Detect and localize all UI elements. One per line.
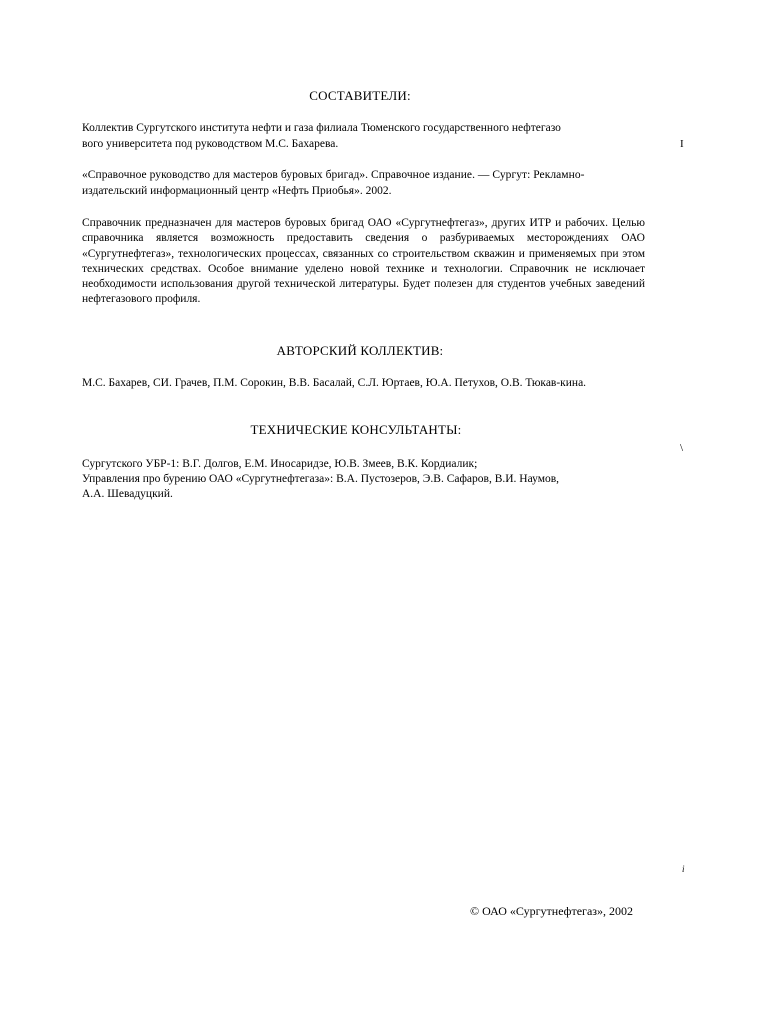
publication-line-1: «Справочное руководство для мастеров буровых бригад». Справочное издание. — Сургут: Рекламно- bbox=[82, 169, 585, 181]
margin-mark-top: I bbox=[680, 138, 684, 150]
margin-mark-bottom: i bbox=[682, 864, 685, 874]
authors-list: М.С. Бахарев, СИ. Грачев, П.М. Сорокин, В.В. Басалай, С.Л. Юртаев, Ю.А. Петухов, О.В. Тюкав-кина. bbox=[82, 377, 587, 389]
consultants-line-1: Сургутского УБР-1: В.Г. Долгов, Е.М. Иносаридзе, Ю.В. Змеев, В.К. Кордиалик; bbox=[82, 458, 478, 470]
compilers-line-2: вого университета под руководством М.С. Бахарева. bbox=[82, 138, 339, 150]
compilers-heading: СОСТАВИТЕЛИ: bbox=[309, 88, 411, 103]
description-paragraph: Справочник предназначен для мастеров буровых бригад ОАО «Сургутнефтегаз», других ИТР и рабочих. Целью справочника является возможность предоставить сведения о разбуриваемых месторождениях ОАО «Сургутнефтегаз», технологических процессах, связанных со строительством скважин и применяемых при этом технических средствах. Особое внимание уделено новой технике и технологии. Справочник не исключает необходимости использования другой технической литературы. Будет полезен для студентов учебных заведений нефтегазового профиля. bbox=[82, 217, 645, 306]
publication-line-2: издательский информационный центр «Нефть Приобья». 2002. bbox=[82, 185, 392, 197]
copyright-notice: © ОАО «Сургутнефтегаз», 2002 bbox=[470, 904, 634, 918]
consultants-line-2: Управления про бурению ОАО «Сургутнефтегаза»: В.А. Пустозеров, Э.В. Сафаров, В.И. Наумов, bbox=[82, 473, 560, 485]
margin-mark-middle: \ bbox=[680, 442, 684, 454]
authors-heading: АВТОРСКИЙ КОЛЛЕКТИВ: bbox=[276, 343, 444, 358]
compilers-line-1: Коллектив Сургутского института нефти и газа филиала Тюменского государственного нефтегазо bbox=[82, 122, 561, 134]
consultants-heading: ТЕХНИЧЕСКИЕ КОНСУЛЬТАНТЫ: bbox=[250, 422, 462, 437]
consultants-line-3: А.А. Шевадуцкий. bbox=[82, 488, 173, 500]
